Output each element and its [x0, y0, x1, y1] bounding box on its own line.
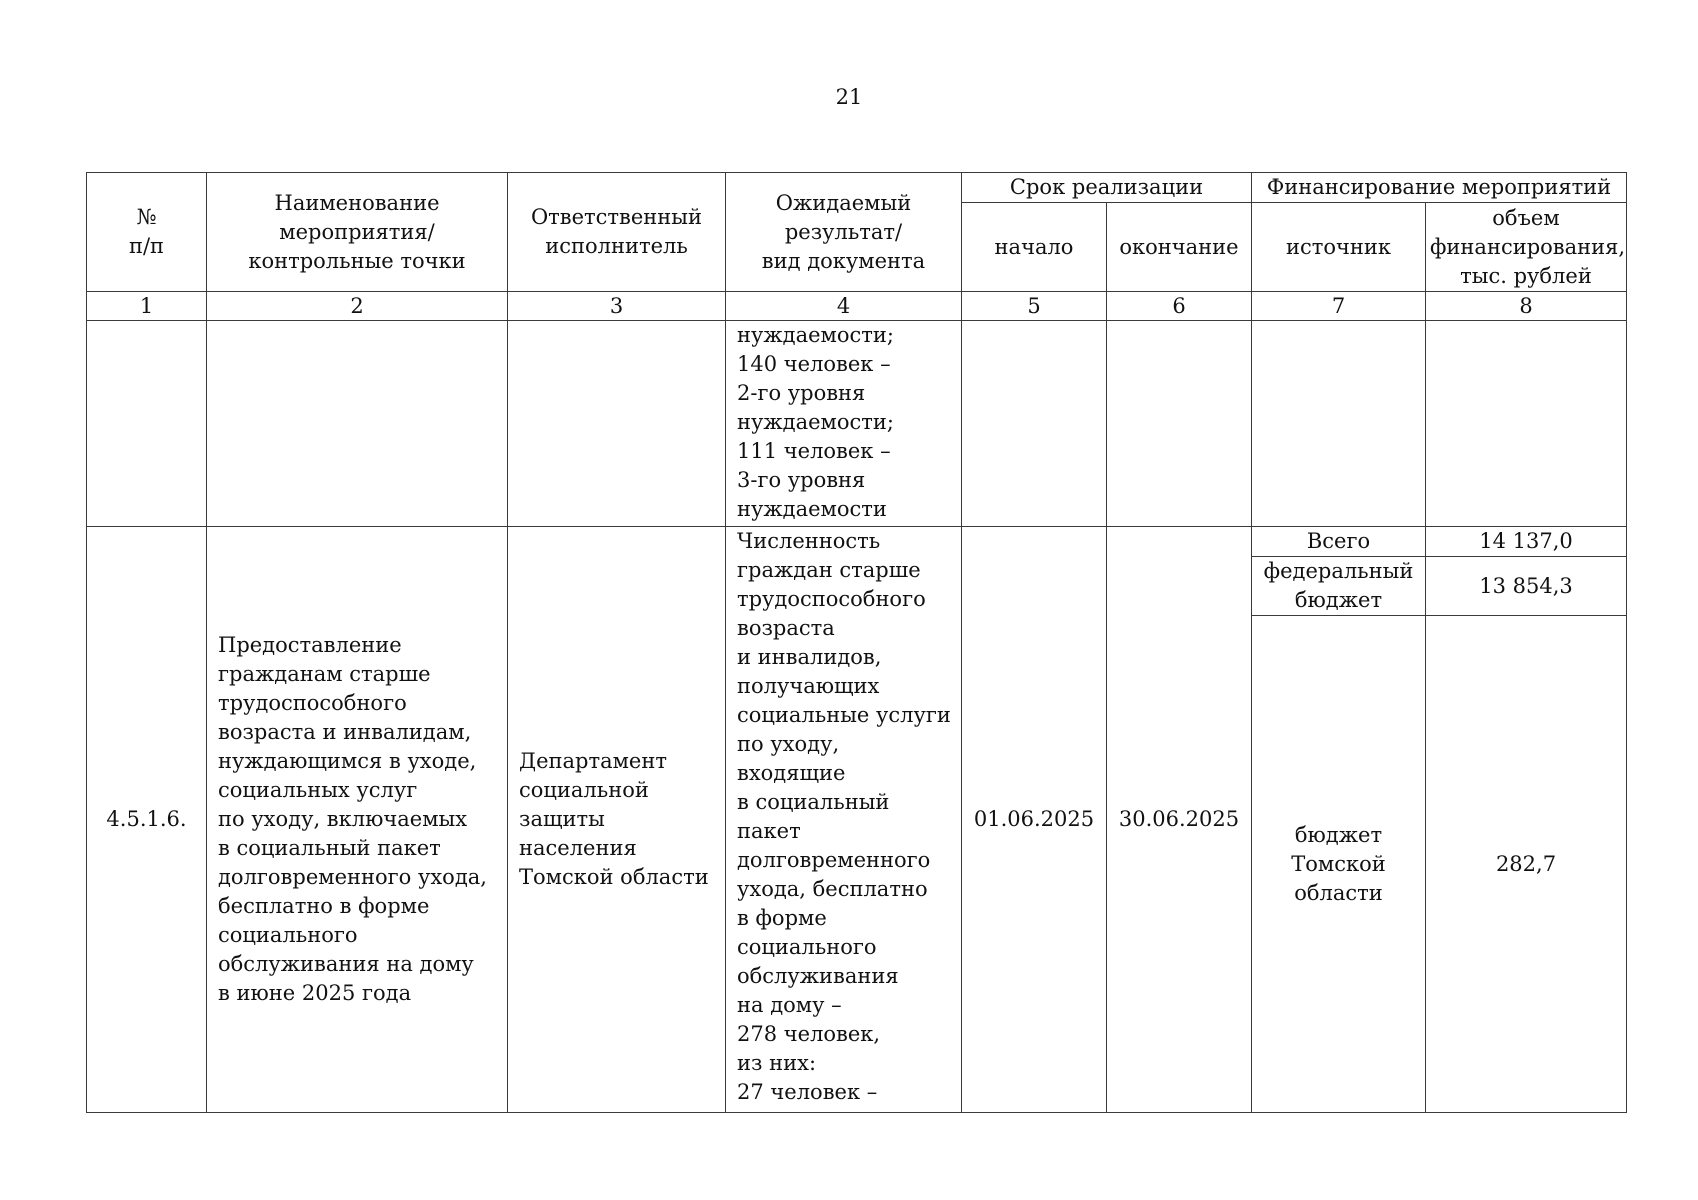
column-number: 4 — [726, 292, 962, 321]
header-source: источник — [1252, 203, 1426, 292]
measure-start-date: 01.06.2025 — [962, 527, 1107, 1113]
page-number: 21 — [835, 85, 863, 109]
header-executor: Ответственный исполнитель — [508, 173, 726, 292]
financing-amount: 13 854,3 — [1426, 557, 1627, 616]
empty-cell — [207, 321, 508, 527]
financing-amount: 282,7 — [1426, 616, 1627, 1113]
measures-table — [86, 172, 1627, 1113]
column-number: 3 — [508, 292, 726, 321]
column-number: 6 — [1107, 292, 1252, 321]
column-number: 2 — [207, 292, 508, 321]
measure-row — [87, 527, 1627, 557]
financing-source: федеральный бюджет — [1252, 557, 1426, 616]
header-amount: объем финансирования, тыс. рублей — [1426, 203, 1627, 292]
empty-cell — [87, 321, 207, 527]
header-financing: Финансирование мероприятий — [1252, 173, 1627, 203]
empty-cell — [1426, 321, 1627, 527]
empty-cell — [508, 321, 726, 527]
header-period: Срок реализации — [962, 173, 1252, 203]
financing-amount: 14 137,0 — [1426, 527, 1627, 557]
header-start: начало — [962, 203, 1107, 292]
empty-cell — [1252, 321, 1426, 527]
measure-name: Предоставление гражданам старше трудоспособного возраста и инвалидам, нуждающимся в уходе, социальных услуг по уходу, включаемых в социальный пакет долговременного ухода, бесплатно в форме социального обслуживания на дому в июне 2025 года — [207, 527, 508, 1113]
column-number: 1 — [87, 292, 207, 321]
continued-row — [87, 321, 1627, 527]
measure-number: 4.5.1.6. — [87, 527, 207, 1113]
measure-end-date: 30.06.2025 — [1107, 527, 1252, 1113]
column-number: 5 — [962, 292, 1107, 321]
header-end: окончание — [1107, 203, 1252, 292]
column-numbers-row — [87, 292, 1627, 321]
financing-source: Всего — [1252, 527, 1426, 557]
financing-source: бюджет Томской области — [1252, 616, 1426, 1113]
column-number: 8 — [1426, 292, 1627, 321]
empty-cell — [962, 321, 1107, 527]
measure-result: Численность граждан старше трудоспособного возраста и инвалидов, получающих социальные услуги по уходу, входящие в социальный пакет долговременного ухода, бесплатно в форме социального обслуживания на дому – 278 человек, из них: 27 человек – — [726, 527, 962, 1113]
empty-cell — [1107, 321, 1252, 527]
column-number: 7 — [1252, 292, 1426, 321]
header-num: № п/п — [87, 173, 207, 292]
header-result: Ожидаемый результат/ вид документа — [726, 173, 962, 292]
measure-executor: Департамент социальной защиты населения Томской области — [508, 527, 726, 1113]
header-name: Наименование мероприятия/ контрольные точки — [207, 173, 508, 292]
continued-result-cell: нуждаемости; 140 человек – 2-го уровня нуждаемости; 111 человек – 3-го уровня нуждаемости — [726, 321, 962, 527]
